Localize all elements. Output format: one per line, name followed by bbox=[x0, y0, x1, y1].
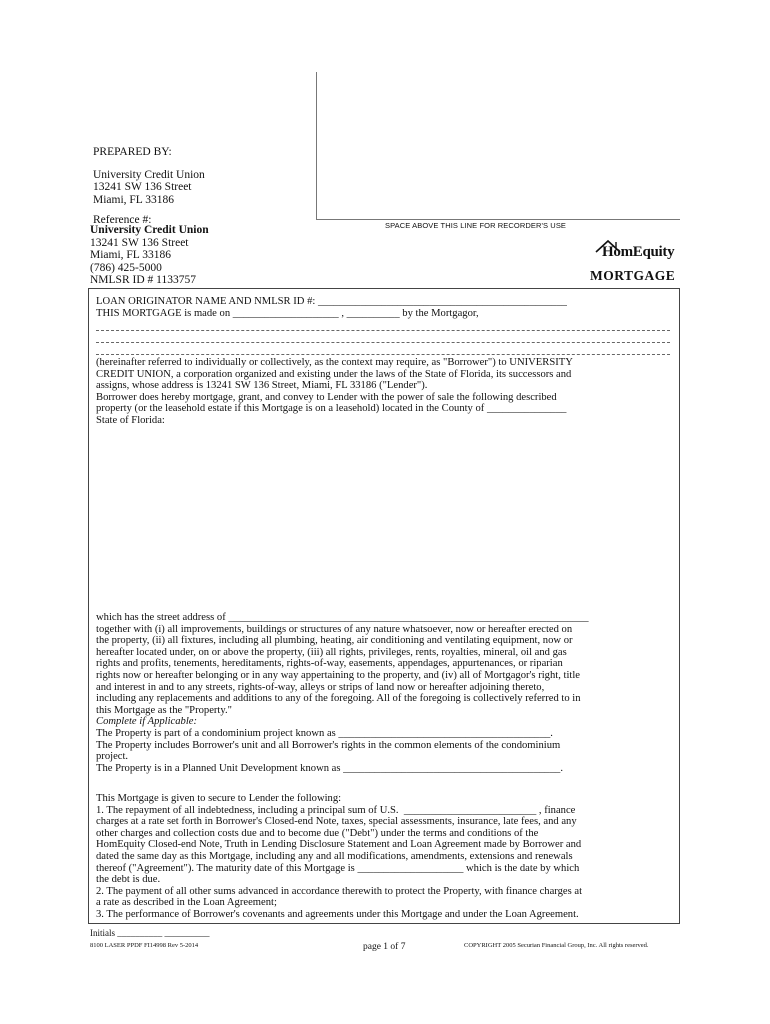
initials-line: Initials __________ __________ bbox=[90, 928, 210, 938]
paragraph-line: and interest in and to any streets, rights-of-way, alleys or strips of land now or hereafter adjoining thereto, bbox=[96, 681, 545, 693]
recorder-divider-vertical bbox=[316, 72, 317, 220]
street-address-paragraph bbox=[96, 612, 674, 774]
complete-if-label: Complete if Applicable: bbox=[96, 716, 198, 728]
paragraph-line: CREDIT UNION, a corporation organized and existing under the laws of the State of Florida, its successors and bbox=[96, 368, 572, 380]
paragraph-line: this Mortgage as the "Property." bbox=[96, 704, 232, 716]
mortgagor-blank-line bbox=[96, 342, 670, 343]
mortgagor-blank-line bbox=[96, 330, 670, 331]
copyright-notice: COPYRIGHT 2005 Securian Financial Group, Inc. All rights reserved. bbox=[464, 942, 649, 949]
paragraph-line: The Property includes Borrower's unit and all Borrower's rights in the common elements of the condominium bbox=[96, 739, 561, 751]
prepared-by-label: PREPARED BY: bbox=[93, 146, 172, 158]
paragraph-line: State of Florida: bbox=[96, 414, 165, 426]
paragraph-line: including any replacements and additions to any of the foregoing. All of the foregoing is collectively referred to in bbox=[96, 693, 581, 705]
paragraph-line: 1. The repayment of all indebtedness, including a principal sum of U.S. _________________________ , finance bbox=[96, 804, 576, 816]
paragraph-line: dated the same day as this Mortgage, including any and all modifications, amendments, extensions and renewals bbox=[96, 850, 573, 862]
complete-if-applicable bbox=[96, 716, 674, 728]
prepared-line: Miami, FL 33186 bbox=[93, 193, 175, 206]
made-on-line: THIS MORTGAGE is made on ____________________ , __________ by the Mortgagor, bbox=[96, 307, 479, 319]
form-number: 8100 LASER PPDF FI14998 Rev 5-2014 bbox=[90, 942, 199, 949]
hereinafter-paragraph bbox=[96, 357, 674, 427]
paragraph-line: a rate as described in the Loan Agreement; bbox=[96, 897, 277, 909]
paragraph-line: rights and profits, tenements, hereditaments, rights-of-way, easements, appendages, appurtenances, or riparian bbox=[96, 658, 563, 670]
lender-line: (786) 425-5000 bbox=[90, 261, 162, 274]
paragraph-line: hereafter located under, on or above the property, (iii) all rights, privileges, rents, royalties, mineral, oil and gas bbox=[96, 646, 567, 658]
paragraph-line: HomEquity Closed-end Note, Truth in Lending Disclosure Statement and Loan Agreement made by Borrower and bbox=[96, 839, 582, 851]
lender-block bbox=[90, 224, 209, 287]
paragraph-line: the debt is due. bbox=[96, 874, 161, 886]
paragraph-line: 3. The performance of Borrower's covenants and agreements under this Mortgage and under the Loan Agreement. bbox=[96, 908, 579, 920]
paragraph-line: 2. The payment of all other sums advanced in accordance therewith to protect the Property, with finance charges at bbox=[96, 885, 583, 897]
secure-paragraph bbox=[96, 793, 674, 921]
paragraph-line: (hereinafter referred to individually or collectively, as the context may require, as "Borrower") to UNIVERSITY bbox=[96, 357, 573, 368]
prepared-line: University Credit Union bbox=[93, 168, 205, 181]
originator-line: LOAN ORIGINATOR NAME AND NMLSR ID #: _______________________________________________ bbox=[96, 296, 567, 307]
page-number: page 1 of 7 bbox=[363, 942, 406, 952]
paragraph-line: charges at a rate set forth in Borrower's Closed-end Note, taxes, special assessments, insurance, late fees, and any bbox=[96, 816, 577, 828]
prepared-by-block bbox=[93, 146, 205, 227]
paragraph-line: the property, (ii) all fixtures, including all plumbing, heating, air conditioning and ventilating equipment, now or bbox=[96, 635, 573, 647]
recorders-use-note: SPACE ABOVE THIS LINE FOR RECORDER'S USE bbox=[385, 221, 567, 230]
paragraph-line: rights now or hereafter belonging or in any way appertaining to the property, and (iv) all of Mortgagor's right, title bbox=[96, 669, 580, 681]
paragraph-line: This Mortgage is given to secure to Lender the following: bbox=[96, 793, 342, 804]
prepared-line: 13241 SW 136 Street bbox=[93, 181, 192, 193]
lender-line: Miami, FL 33186 bbox=[90, 249, 172, 261]
paragraph-line: other charges and collection costs due and to become due ("Debt") under the terms and conditions of the bbox=[96, 827, 539, 839]
paragraph-line: The Property is part of a condominium project known as ________________________________________. bbox=[96, 727, 553, 739]
paragraph-line: together with (i) all improvements, buildings or structures of any nature whatsoever, now or hereafter erected on bbox=[96, 623, 573, 635]
paragraph-line: assigns, whose address is 13241 SW 136 Street, Miami, FL 33186 ("Lender"). bbox=[96, 380, 428, 392]
homequity-logo bbox=[592, 238, 684, 262]
reference-label: Reference #: bbox=[93, 214, 152, 226]
paragraph-line: thereof ("Agreement"). The maturity date of this Mortgage is ____________________ which is the date by which bbox=[96, 862, 580, 874]
logo-text: HomEquity bbox=[602, 244, 675, 260]
paragraph-line: The Property is in a Planned Unit Development known as _________________________________________. bbox=[96, 762, 563, 774]
document-title: MORTGAGE bbox=[590, 268, 676, 283]
paragraph-line: which has the street address of ____________________________________________________________________ bbox=[96, 612, 589, 623]
mortgagor-blank-line bbox=[96, 354, 670, 355]
recorder-divider-horizontal bbox=[316, 219, 680, 220]
lender-line: NMLSR ID # 1133757 bbox=[90, 274, 196, 286]
originator-section bbox=[96, 296, 674, 319]
paragraph-line: Borrower does hereby mortgage, grant, and convey to Lender with the power of sale the following described bbox=[96, 391, 557, 403]
paragraph-line: project. bbox=[96, 751, 129, 763]
lender-name: University Credit Union bbox=[90, 224, 209, 236]
paragraph-line: property (or the leasehold estate if this Mortgage is on a leasehold) located in the County of _______________ bbox=[96, 403, 567, 415]
lender-line: 13241 SW 136 Street bbox=[90, 236, 189, 249]
